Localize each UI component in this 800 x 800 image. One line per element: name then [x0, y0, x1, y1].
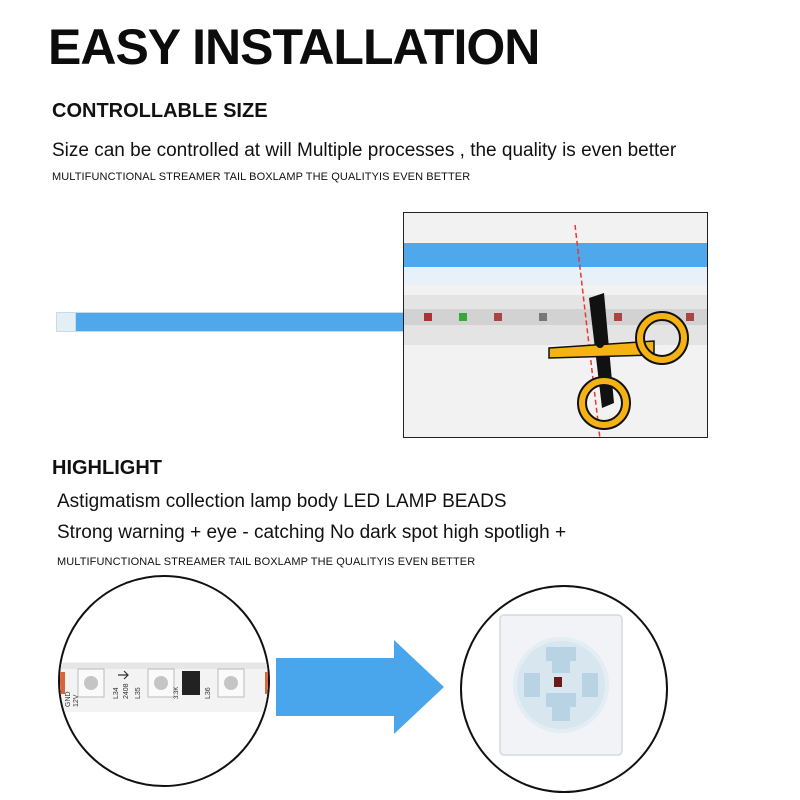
- led-strip-end-cap: [56, 312, 76, 332]
- pcb-label-l35: L35: [135, 687, 142, 699]
- pcb-label-l36: L36: [205, 687, 212, 699]
- controllable-size-heading: CONTROLLABLE SIZE: [52, 100, 268, 122]
- cutting-photo: [403, 212, 708, 438]
- pcb-label-2408: 2408: [123, 683, 130, 699]
- led-chip-icon: [462, 587, 668, 793]
- cutting-illustration: [404, 213, 708, 438]
- pcb-label-gnd: GND: [65, 691, 72, 707]
- controllable-size-text: Size can be controlled at will Multiple processes , the quality is even better: [52, 140, 677, 161]
- pcb-closeup-circle: [58, 575, 270, 787]
- strip-top: [404, 243, 708, 267]
- led-strip-segment: [56, 312, 406, 332]
- right-arrow-icon: [276, 640, 446, 734]
- pcb-strip-illustration: [60, 577, 270, 787]
- highlight-text-2: Strong warning + eye - catching No dark spot high spotligh +: [57, 522, 567, 543]
- controllable-size-caption: MULTIFUNCTIONAL STREAMER TAIL BOXLAMP THE QUALITYIS EVEN BETTER: [52, 171, 471, 183]
- highlight-text-1: Astigmatism collection lamp body LED LAMP BEADS: [57, 491, 507, 512]
- page-title: EASY INSTALLATION: [48, 19, 540, 75]
- led-chip-closeup-circle: [460, 585, 668, 793]
- pcb-label-3-3k: 3.3K: [174, 686, 180, 699]
- pcb-label-12v: 12V: [73, 694, 80, 707]
- ic-chip: [182, 671, 200, 695]
- highlight-heading: HIGHLIGHT: [52, 457, 162, 479]
- pcb-label-l34: L34: [113, 687, 120, 699]
- highlight-caption: MULTIFUNCTIONAL STREAMER TAIL BOXLAMP THE QUALITYIS EVEN BETTER: [57, 556, 476, 568]
